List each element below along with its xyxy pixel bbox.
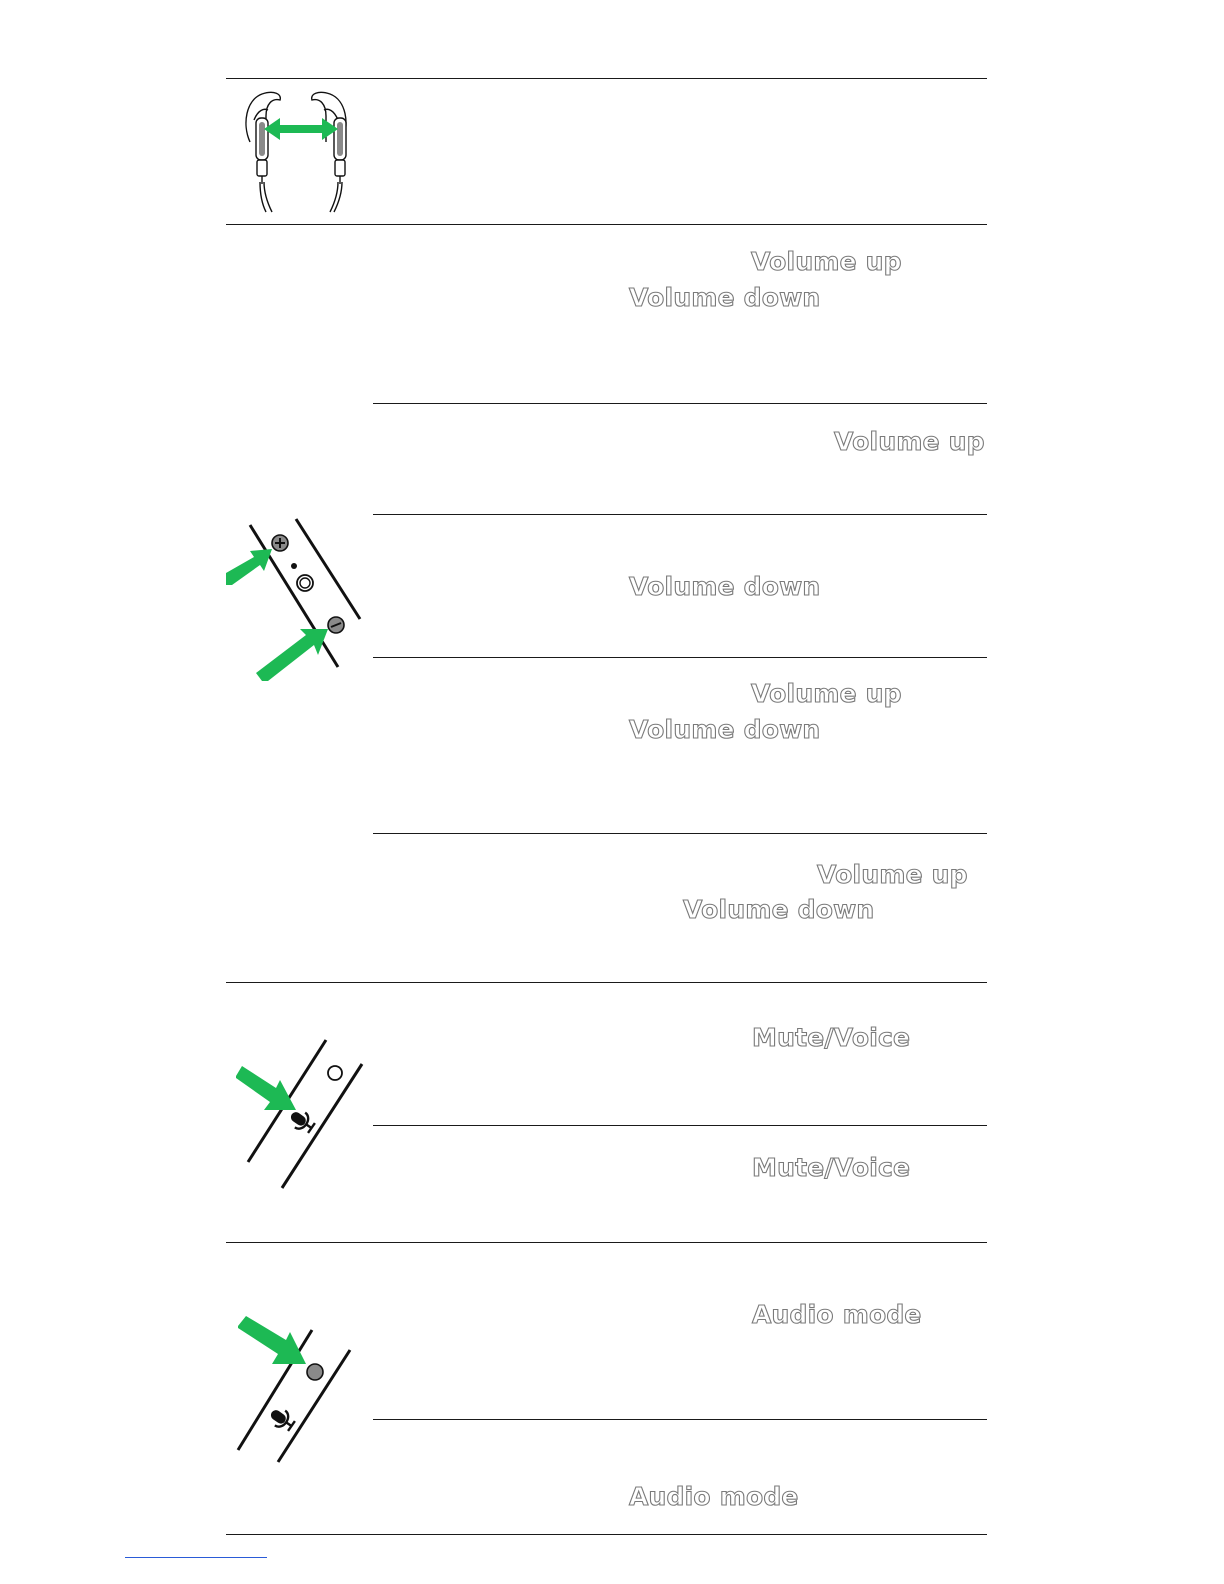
mute-voice-label: Mute/Voice xyxy=(752,1023,911,1052)
mute-voice-button-icon xyxy=(234,1036,366,1192)
volume-up-label: Volume up xyxy=(817,860,968,889)
table-subrule xyxy=(373,1419,987,1420)
volume-down-label: Volume down xyxy=(629,283,821,312)
volume-down-label: Volume down xyxy=(683,895,875,924)
table-rule-bottom xyxy=(226,1534,987,1535)
audio-mode-button-icon xyxy=(234,1314,358,1464)
volume-up-label: Volume up xyxy=(834,427,985,456)
volume-buttons-icon xyxy=(226,515,366,685)
audio-mode-label: Audio mode xyxy=(752,1300,922,1329)
table-rule xyxy=(226,982,987,983)
volume-up-label: Volume up xyxy=(751,247,902,276)
table-subrule xyxy=(373,403,987,404)
mute-voice-label: Mute/Voice xyxy=(752,1153,911,1182)
table-subrule xyxy=(373,833,987,834)
table-subrule xyxy=(373,657,987,658)
audio-mode-label: Audio mode xyxy=(629,1482,799,1511)
volume-down-label: Volume down xyxy=(629,572,821,601)
table-rule xyxy=(226,224,987,225)
table-rule-top xyxy=(226,78,987,79)
volume-up-label: Volume up xyxy=(751,679,902,708)
footer-link[interactable] xyxy=(125,1557,267,1558)
table-subrule xyxy=(373,514,987,515)
table-subrule xyxy=(373,1125,987,1126)
volume-down-label: Volume down xyxy=(629,715,821,744)
earbuds-separate-icon xyxy=(236,84,366,216)
table-rule xyxy=(226,1242,987,1243)
